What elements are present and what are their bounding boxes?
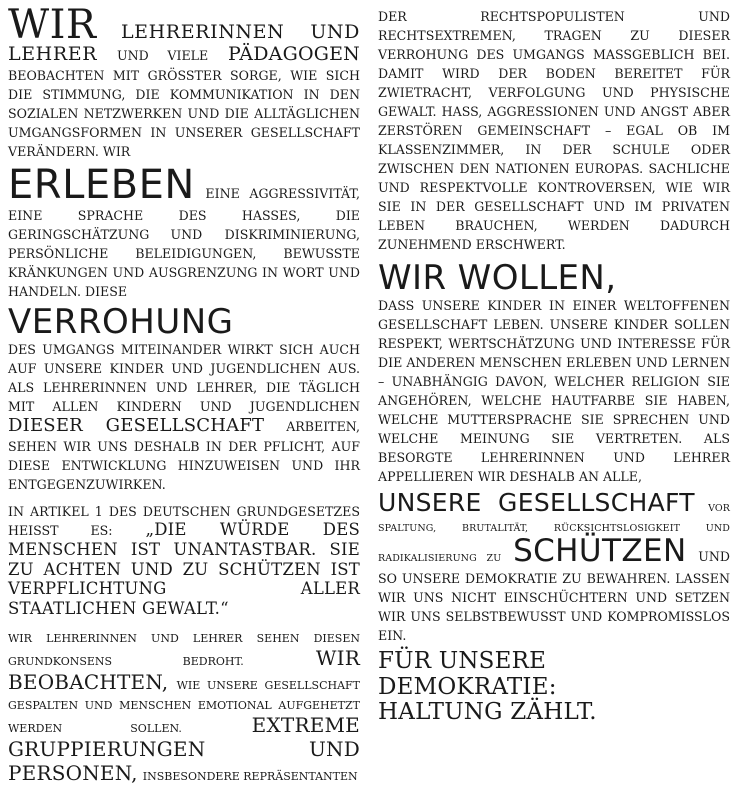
closing-line-1: FÜR UNSERE DEMOKRATIE: [378, 647, 557, 700]
right-column [378, 6, 730, 726]
paragraph-verrohung-body [8, 339, 360, 493]
text-und-viele: UND VIELE [116, 48, 209, 64]
paragraph-wir-wollen-body [378, 295, 730, 485]
text-grundkonsens-bedroht: WIR LEHRERINNEN UND LEHRER SEHEN DIESEN GRUNDKONSENS BEDROHT. [8, 631, 360, 668]
headline-wir: WIR [8, 2, 97, 48]
headline-schuetzen: SCHÜTZEN [513, 533, 687, 570]
text-dieser-gesellschaft: DIESER GESELLSCHAFT [8, 414, 265, 436]
paragraph-unsere-gesellschaft [378, 490, 730, 644]
paragraph-wir-lehrerinnen [8, 2, 360, 160]
text-wir-beobachten: WIR BEOBACHTEN, [8, 645, 360, 694]
text-gespalten: WIE UNSERE GESELLSCHAFT GESPALTEN UND MENSCHEN EMOTIONAL AUFGEHETZT WERDEN SOLLEN. [8, 678, 360, 735]
text-des-umgangs: DES UMGANGS MITEINANDER WIRKT SICH AUCH AUF UNSERE KINDER UND JUGENDLICHEN AUS. ALS LEHRERINNEN UND LEHRER, DIE TÄGLICH MIT ALLEN KINDERN UND JUGENDLICHEN [8, 341, 360, 414]
paragraph-grundkonsens [8, 627, 360, 785]
headline-lehrerinnen-und-lehrer: LEHRERINNEN UND LEHRER [8, 21, 360, 66]
text-paedagogen: PÄDAGOGEN [228, 43, 360, 66]
text-damit-boden-bereitet: DAMIT WIRD DER BODEN BEREITET FÜR ZWIETRACHT, VERFOLGUNG UND PHYSISCHE GEWALT. HASS, AGGRESSIONEN UND ANGST ABER ZERSTÖREN GEMEINSCHAFT – EGAL OB IM KLASSENZIMMER, IN DER SCHULE ODER ZWISCHEN DEN NATIONEN EUROPAS. SACHLICHE UND RESPEKTVOLLE KONTROVERSEN, WIE WIR SIE IN DER GESELLSCHAFT UND IM PRIVATEN LEBEN BRAUCHEN, WERDEN DADURCH ZUNEHMEND ERSCHWERT. [378, 66, 730, 252]
text-grundgesetz-zitat: „DIE WÜRDE DES MENSCHEN IST UNANTASTBAR. SIE ZU ACHTEN UND ZU SCHÜTZEN IST VERPFLICHTUNG ALLER STAATLICHEN GEWALT.“ [8, 519, 360, 619]
headline-erleben: ERLEBEN [8, 161, 195, 208]
spacer-4 [8, 619, 360, 627]
text-extreme-gruppierungen: EXTREME GRUPPIERUNGEN UND PERSONEN, [8, 712, 360, 785]
closing-line-2: HALTUNG ZÄHLT. [378, 699, 597, 726]
paragraph-rechtspopulisten [378, 6, 730, 253]
text-diskriminierung: DISKRIMINIERUNG, PERSÖNLICHE BELEIDIGUNGEN, BEWUSSTE KRÄNKUNGEN UND AUSGRENZUNG IN WORT UND HANDELN. DIESE [8, 226, 360, 299]
paragraph-schlusszeile [378, 649, 730, 726]
paragraph-erleben [8, 161, 360, 300]
headline-unsere-gesellschaft: UNSERE GESELLSCHAFT [378, 488, 695, 517]
paragraph-wir-wollen-head [378, 258, 730, 298]
headline-wir-wollen: WIR WOLLEN, [378, 258, 617, 298]
text-arbeiten-pflicht: ARBEITEN, SEHEN WIR UNS DESHALB IN DER PFLICHT, AUF DIESE ENTWICKLUNG HINZUWEISEN UND IHR ENTGEGENZUWIRKEN. [8, 418, 360, 492]
paragraph-grundgesetz [8, 501, 360, 619]
text-vor-spaltung: VOR SPALTUNG, BRUTALITÄT, RÜCKSICHTSLOSIGKEIT UND RADIKALISIERUNG ZU [378, 503, 730, 565]
text-beobachten-sorge: BEOBACHTEN MIT GRÖSSTER SORGE, WIE SICH DIE STIMMUNG, DIE KOMMUNIKATION IN DEN SOZIALEN NETZWERKEN UND DIE ALLTÄGLICHEN UMGANGSFORMEN IN UNSERER GESELLSCHAFT VERÄNDERN. WIR [8, 67, 360, 159]
text-insbesondere: INSBESONDERE REPRÄSENTANTEN [142, 769, 358, 783]
text-demokratie-bewahren: UND SO UNSERE DEMOKRATIE ZU BEWAHREN. LASSEN WIR UNS NICHT EINSCHÜCHTERN UND SETZEN WIR UNS SELBSTBEWUSST UND KOMPROMISSLOS EIN. [378, 549, 730, 643]
text-artikel-1-lead: IN ARTIKEL 1 DES DEUTSCHEN GRUNDGESETZES HEISST ES: [8, 503, 360, 538]
headline-verrohung: VERROHUNG [8, 301, 234, 342]
text-rechtspopulisten: DER RECHTSPOPULISTEN UND RECHTSEXTREMEN, TRAGEN ZU DIESER VERROHUNG DES UMGANGS MASSGEBLICH BEI. [378, 9, 730, 62]
left-column [8, 2, 360, 785]
text-weltoffene-gesellschaft: DASS UNSERE KINDER IN EINER WELTOFFENEN GESELLSCHAFT LEBEN. UNSERE KINDER SOLLEN RESPEKT, WERTSCHÄTZUNG UND INTERESSE FÜR DIE ANDEREN MENSCHEN ERLEBEN UND LERNEN – UNABHÄNGIG DAVON, WELCHER RELIGION SIE ANGEHÖREN, WELCHE HAUTFARBE SIE HABEN, WELCHE MUTTERSPRACHE SIE SPRECHEN UND WELCHE MEINUNG SIE VERTRETEN. ALS BESORGTE LEHRERINNEN UND LEHRER APPELLIEREN WIR DESHALB AN ALLE, [378, 298, 730, 484]
paragraph-verrohung-head [8, 301, 360, 342]
text-aggressivitaet: EINE AGGRESSIVITÄT, EINE SPRACHE DES HASSES, DIE GERINGSCHÄTZUNG UND [8, 185, 360, 242]
